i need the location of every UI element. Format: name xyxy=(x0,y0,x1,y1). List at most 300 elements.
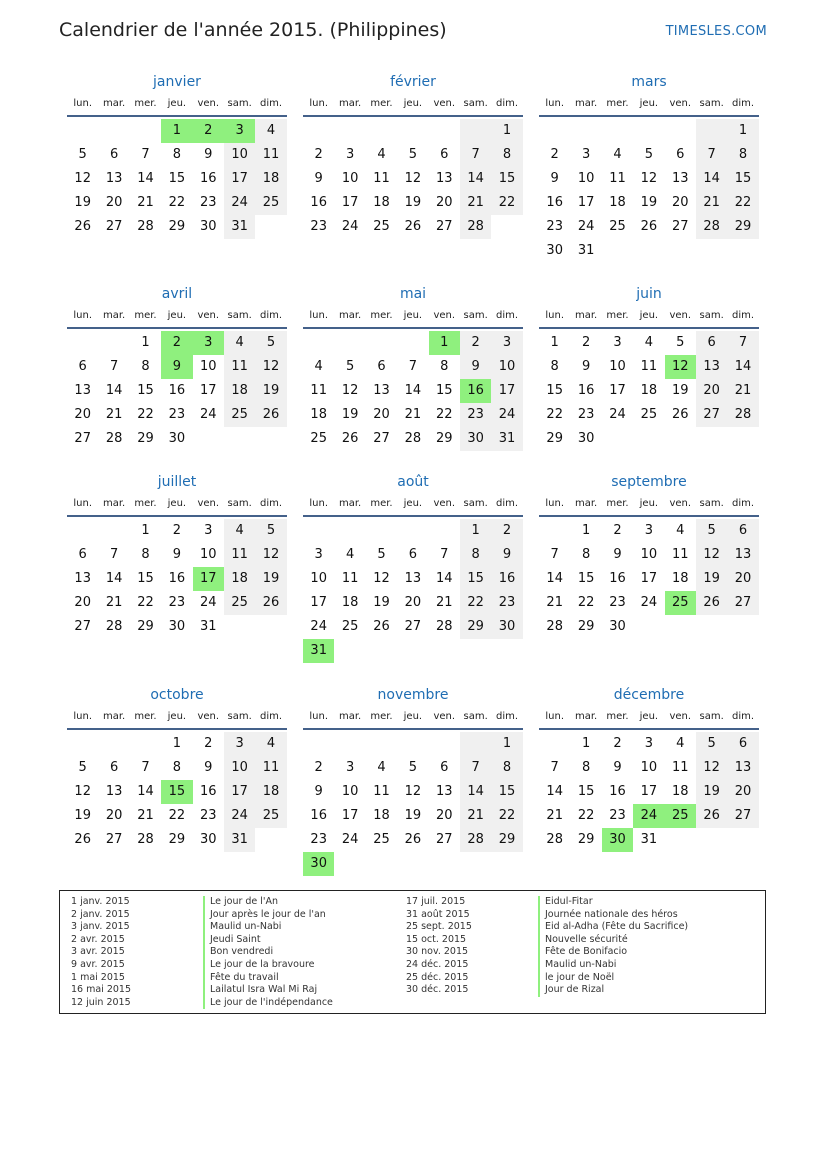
day-cell: 24 xyxy=(491,403,522,427)
day-cell: 18 xyxy=(224,379,255,403)
day-cell: 19 xyxy=(404,808,422,823)
weekday-label: sam. xyxy=(699,98,724,109)
empty-cell xyxy=(570,119,601,143)
weekday-label: jeu. xyxy=(403,310,423,321)
day-cell: 15 xyxy=(491,780,522,804)
day-cell: 5 xyxy=(644,147,653,162)
day-cell: 28 xyxy=(696,215,727,239)
day-cell: 20 xyxy=(671,195,689,210)
weekday-label: sam. xyxy=(463,98,488,109)
day-cell: 28 xyxy=(460,215,491,239)
empty-cell xyxy=(429,119,460,143)
day-cell: 3 xyxy=(345,760,355,775)
day-cell: 27 xyxy=(671,219,689,234)
day-cell: 21 xyxy=(727,379,758,403)
holiday-day-cell: 2 xyxy=(193,119,224,143)
brand-link[interactable]: TIMESLES.COM xyxy=(665,24,767,39)
weekday-label: dim. xyxy=(732,498,755,509)
day-cell: 29 xyxy=(727,215,758,239)
day-cell: 6 xyxy=(408,547,417,562)
empty-cell xyxy=(366,732,397,756)
day-cell: 4 xyxy=(224,519,255,543)
weekday-header xyxy=(67,494,287,517)
legend-date: 31 août 2015 xyxy=(406,908,470,920)
weekday-label: sam. xyxy=(227,498,252,509)
day-cell: 22 xyxy=(137,407,154,422)
day-cell: 18 xyxy=(609,195,626,210)
day-cell: 11 xyxy=(373,784,390,799)
day-cell: 21 xyxy=(105,595,123,610)
weekday-label: mar. xyxy=(574,310,598,321)
day-cell: 21 xyxy=(404,407,422,422)
day-cell: 16 xyxy=(168,383,186,398)
day-cell: 12 xyxy=(341,383,359,398)
day-cell: 17 xyxy=(341,808,359,823)
empty-cell xyxy=(665,119,696,143)
day-cell: 8 xyxy=(440,359,449,374)
day-cell: 6 xyxy=(440,147,449,162)
day-cell: 9 xyxy=(172,547,181,562)
legend-date: 2 avr. 2015 xyxy=(71,933,125,945)
day-cell: 8 xyxy=(491,756,522,780)
day-cell: 24 xyxy=(577,219,595,234)
day-cell: 28 xyxy=(546,832,563,847)
day-cell: 28 xyxy=(404,431,422,446)
day-cell: 16 xyxy=(546,195,563,210)
day-cell: 24 xyxy=(199,407,217,422)
day-cell: 15 xyxy=(137,383,154,398)
day-cell: 9 xyxy=(491,543,522,567)
day-cell: 2 xyxy=(613,736,622,751)
day-cell: 21 xyxy=(105,407,123,422)
month-name: mai xyxy=(399,286,427,302)
day-grid xyxy=(303,519,523,663)
day-cell: 15 xyxy=(577,784,595,799)
day-cell: 11 xyxy=(373,171,390,186)
day-cell: 27 xyxy=(696,403,727,427)
day-cell: 24 xyxy=(199,595,217,610)
day-cell: 17 xyxy=(199,383,217,398)
month-name: avril xyxy=(161,286,193,302)
weekday-label: dim. xyxy=(260,498,283,509)
day-cell: 26 xyxy=(341,431,359,446)
legend-date: 1 mai 2015 xyxy=(71,971,125,983)
day-cell: 8 xyxy=(460,543,491,567)
day-cell: 18 xyxy=(640,383,658,398)
day-cell: 29 xyxy=(577,832,595,847)
day-cell: 11 xyxy=(224,543,255,567)
empty-cell xyxy=(366,519,397,543)
weekday-label: ven. xyxy=(197,310,220,321)
legend-holiday-name: Maulid un-Nabi xyxy=(203,921,333,934)
weekday-label: dim. xyxy=(732,711,755,722)
day-cell: 9 xyxy=(204,760,213,775)
day-cell: 22 xyxy=(168,808,186,823)
weekday-label: mar. xyxy=(102,98,126,109)
day-cell: 3 xyxy=(314,547,323,562)
day-cell: 17 xyxy=(491,379,522,403)
weekday-label: lun. xyxy=(309,711,329,722)
day-cell: 17 xyxy=(310,595,327,610)
legend-date: 2 janv. 2015 xyxy=(71,908,130,920)
day-cell: 10 xyxy=(199,547,217,562)
day-cell: 10 xyxy=(609,359,626,374)
day-cell: 26 xyxy=(373,619,390,634)
day-cell: 28 xyxy=(105,619,123,634)
day-grid xyxy=(539,519,759,639)
day-cell: 8 xyxy=(491,143,522,167)
day-cell: 3 xyxy=(613,335,622,350)
weekday-header xyxy=(67,94,287,117)
day-cell: 13 xyxy=(671,171,689,186)
weekday-label: lun. xyxy=(545,310,565,321)
day-cell: 11 xyxy=(671,547,689,562)
empty-cell xyxy=(397,519,428,543)
legend-date: 3 janv. 2015 xyxy=(71,921,130,933)
day-cell: 2 xyxy=(550,147,559,162)
day-cell: 10 xyxy=(224,143,255,167)
day-grid xyxy=(539,331,759,451)
month-name: novembre xyxy=(377,687,449,703)
day-cell: 8 xyxy=(727,143,758,167)
day-cell: 12 xyxy=(696,756,727,780)
day-cell: 18 xyxy=(671,784,689,799)
weekday-label: sam. xyxy=(227,98,252,109)
day-cell: 19 xyxy=(373,595,390,610)
day-cell: 9 xyxy=(314,784,323,799)
day-cell: 29 xyxy=(137,431,154,446)
holiday-day-cell: 25 xyxy=(665,591,696,615)
day-cell: 6 xyxy=(727,732,758,756)
day-cell: 14 xyxy=(435,571,453,586)
weekday-label: ven. xyxy=(669,98,692,109)
weekday-label: jeu. xyxy=(639,98,659,109)
weekday-label: ven. xyxy=(433,310,456,321)
day-cell: 8 xyxy=(581,760,591,775)
holiday-day-cell: 25 xyxy=(665,804,696,828)
weekday-label: sam. xyxy=(699,711,724,722)
day-cell: 19 xyxy=(696,780,727,804)
month-name: décembre xyxy=(613,687,685,703)
day-cell: 7 xyxy=(141,147,150,162)
weekday-label: lun. xyxy=(73,310,93,321)
day-cell: 1 xyxy=(581,523,591,538)
weekday-label: jeu. xyxy=(403,498,423,509)
day-cell: 21 xyxy=(696,191,727,215)
month-name: juillet xyxy=(157,474,197,490)
day-cell: 31 xyxy=(224,828,255,852)
day-cell: 20 xyxy=(727,567,758,591)
day-cell: 25 xyxy=(373,832,390,847)
day-cell: 19 xyxy=(671,383,689,398)
weekday-label: ven. xyxy=(433,711,456,722)
weekday-label: jeu. xyxy=(167,310,187,321)
weekday-label: mar. xyxy=(574,711,598,722)
month-11 xyxy=(539,683,759,852)
day-cell: 16 xyxy=(577,383,595,398)
weekday-header xyxy=(539,494,759,517)
weekday-label: jeu. xyxy=(167,98,187,109)
legend-date: 30 nov. 2015 xyxy=(406,946,469,958)
day-cell: 17 xyxy=(640,784,658,799)
weekday-label: ven. xyxy=(669,498,692,509)
legend-holiday-name: Jour après le jour de l'an xyxy=(203,909,333,922)
weekday-label: mer. xyxy=(370,98,393,109)
weekday-label: mer. xyxy=(134,310,157,321)
day-cell: 6 xyxy=(377,359,386,374)
empty-cell xyxy=(67,519,98,543)
weekday-label: mar. xyxy=(102,498,126,509)
day-cell: 30 xyxy=(609,619,626,634)
day-cell: 3 xyxy=(644,736,653,751)
day-grid xyxy=(303,732,523,876)
day-cell: 27 xyxy=(74,431,91,446)
day-cell: 10 xyxy=(224,756,255,780)
day-cell: 27 xyxy=(727,591,758,615)
day-cell: 14 xyxy=(546,571,563,586)
weekday-label: ven. xyxy=(669,711,692,722)
day-cell: 13 xyxy=(435,784,453,799)
day-cell: 17 xyxy=(341,195,359,210)
day-cell: 3 xyxy=(224,732,255,756)
day-cell: 13 xyxy=(404,571,422,586)
legend-holiday-name: Jour de Rizal xyxy=(538,984,688,997)
day-cell: 7 xyxy=(550,760,559,775)
day-cell: 24 xyxy=(609,407,626,422)
day-cell: 20 xyxy=(74,595,91,610)
empty-cell xyxy=(334,331,365,355)
day-cell: 16 xyxy=(609,571,626,586)
weekday-label: dim. xyxy=(260,711,283,722)
day-cell: 26 xyxy=(696,591,727,615)
day-cell: 6 xyxy=(440,760,449,775)
day-cell: 29 xyxy=(435,431,453,446)
day-cell: 24 xyxy=(640,595,658,610)
day-cell: 28 xyxy=(137,219,154,234)
day-cell: 14 xyxy=(460,167,491,191)
day-cell: 10 xyxy=(199,359,217,374)
day-cell: 21 xyxy=(460,804,491,828)
day-cell: 6 xyxy=(696,331,727,355)
weekday-label: mer. xyxy=(134,498,157,509)
weekday-header xyxy=(539,707,759,730)
weekday-label: sam. xyxy=(463,498,488,509)
legend-holiday-name: Le jour de la bravoure xyxy=(203,959,333,972)
day-cell: 23 xyxy=(609,808,626,823)
day-cell: 26 xyxy=(74,832,91,847)
day-grid xyxy=(303,119,523,239)
legend-date: 12 juin 2015 xyxy=(71,996,131,1008)
day-cell: 19 xyxy=(255,567,286,591)
empty-cell xyxy=(539,732,570,756)
day-cell: 9 xyxy=(314,171,323,186)
legend-holiday-name: Eid al-Adha (Fête du Sacrifice) xyxy=(538,921,688,934)
holiday-day-cell: 1 xyxy=(429,331,460,355)
day-cell: 4 xyxy=(644,335,653,350)
day-cell: 4 xyxy=(377,147,386,162)
day-cell: 14 xyxy=(460,780,491,804)
day-cell: 19 xyxy=(74,195,91,210)
day-cell: 30 xyxy=(460,427,491,451)
day-cell: 2 xyxy=(613,523,622,538)
day-cell: 11 xyxy=(640,359,658,374)
day-cell: 25 xyxy=(373,219,390,234)
weekday-header xyxy=(303,707,523,730)
day-cell: 3 xyxy=(204,523,213,538)
empty-cell xyxy=(334,119,365,143)
weekday-label: mer. xyxy=(134,711,157,722)
legend-date: 25 déc. 2015 xyxy=(406,971,469,983)
day-cell: 28 xyxy=(105,431,123,446)
day-cell: 5 xyxy=(676,335,685,350)
day-cell: 28 xyxy=(435,619,453,634)
day-cell: 19 xyxy=(74,808,91,823)
day-cell: 23 xyxy=(199,808,217,823)
legend-holiday-name: Maulid un-Nabi xyxy=(538,959,688,972)
legend-holiday-name: Fête de Bonifacio xyxy=(538,946,688,959)
day-grid xyxy=(67,519,287,639)
day-cell: 6 xyxy=(78,359,87,374)
month-name: janvier xyxy=(153,74,201,90)
day-grid xyxy=(67,331,287,451)
month-0 xyxy=(67,70,287,239)
empty-cell xyxy=(633,119,664,143)
weekday-label: lun. xyxy=(309,98,329,109)
day-cell: 24 xyxy=(341,832,359,847)
day-cell: 28 xyxy=(727,403,758,427)
empty-cell xyxy=(303,732,334,756)
weekday-label: mar. xyxy=(102,711,126,722)
day-cell: 2 xyxy=(491,519,522,543)
weekday-label: mar. xyxy=(338,498,362,509)
day-cell: 2 xyxy=(314,760,323,775)
empty-cell xyxy=(539,119,570,143)
day-cell: 2 xyxy=(314,147,323,162)
legend-date: 25 sept. 2015 xyxy=(406,921,472,933)
day-cell: 30 xyxy=(168,619,186,634)
day-cell: 18 xyxy=(373,808,390,823)
day-cell: 15 xyxy=(577,571,595,586)
day-cell: 1 xyxy=(141,335,150,350)
day-cell: 14 xyxy=(105,571,123,586)
weekday-header xyxy=(303,494,523,517)
day-cell: 13 xyxy=(74,383,91,398)
empty-cell xyxy=(429,732,460,756)
day-cell: 21 xyxy=(460,191,491,215)
empty-cell xyxy=(303,331,334,355)
day-cell: 5 xyxy=(78,147,87,162)
empty-cell xyxy=(397,331,428,355)
empty-cell xyxy=(334,732,365,756)
day-cell: 18 xyxy=(671,571,689,586)
day-cell: 27 xyxy=(105,832,123,847)
day-cell: 22 xyxy=(168,195,186,210)
day-cell: 10 xyxy=(310,571,327,586)
holiday-day-cell: 3 xyxy=(224,119,255,143)
day-grid xyxy=(303,331,523,451)
day-cell: 29 xyxy=(491,828,522,852)
day-cell: 5 xyxy=(408,760,417,775)
day-cell: 20 xyxy=(105,195,123,210)
day-cell: 18 xyxy=(255,780,286,804)
day-cell: 23 xyxy=(168,595,186,610)
month-name: juin xyxy=(636,286,662,302)
empty-cell xyxy=(130,732,161,756)
holiday-day-cell: 9 xyxy=(161,355,192,379)
page-title: Calendrier de l'année 2015. (Philippines) xyxy=(59,19,447,41)
day-cell: 7 xyxy=(460,143,491,167)
weekday-header xyxy=(67,306,287,329)
day-cell: 17 xyxy=(224,167,255,191)
weekday-header xyxy=(303,94,523,117)
day-cell: 26 xyxy=(74,219,91,234)
day-cell: 14 xyxy=(546,784,563,799)
day-cell: 10 xyxy=(341,784,359,799)
day-cell: 27 xyxy=(105,219,123,234)
day-cell: 14 xyxy=(137,171,154,186)
day-cell: 9 xyxy=(581,359,591,374)
empty-cell xyxy=(98,519,129,543)
weekday-label: lun. xyxy=(545,498,565,509)
day-cell: 26 xyxy=(255,591,286,615)
legend-date: 24 déc. 2015 xyxy=(406,958,469,970)
day-cell: 10 xyxy=(640,760,658,775)
day-cell: 8 xyxy=(172,147,181,162)
day-cell: 5 xyxy=(78,760,87,775)
legend-holiday-name: le jour de Noël xyxy=(538,972,688,985)
day-cell: 20 xyxy=(696,379,727,403)
day-cell: 1 xyxy=(491,119,522,143)
day-cell: 12 xyxy=(404,784,422,799)
empty-cell xyxy=(303,519,334,543)
day-cell: 1 xyxy=(172,736,181,751)
day-cell: 14 xyxy=(137,784,154,799)
day-cell: 22 xyxy=(137,595,154,610)
day-cell: 10 xyxy=(491,355,522,379)
day-cell: 19 xyxy=(404,195,422,210)
weekday-label: mar. xyxy=(338,98,362,109)
day-cell: 21 xyxy=(546,808,563,823)
day-cell: 20 xyxy=(727,780,758,804)
day-cell: 30 xyxy=(199,832,217,847)
day-cell: 23 xyxy=(609,595,626,610)
day-cell: 5 xyxy=(345,359,355,374)
day-cell: 17 xyxy=(609,383,626,398)
weekday-label: dim. xyxy=(496,498,519,509)
empty-cell xyxy=(67,331,98,355)
day-cell: 28 xyxy=(137,832,154,847)
weekday-label: jeu. xyxy=(403,98,423,109)
day-cell: 11 xyxy=(341,571,359,586)
day-cell: 11 xyxy=(224,355,255,379)
day-cell: 12 xyxy=(696,543,727,567)
weekday-header xyxy=(539,306,759,329)
weekday-label: dim. xyxy=(496,98,519,109)
day-cell: 15 xyxy=(546,383,563,398)
day-cell: 31 xyxy=(577,243,595,258)
day-grid xyxy=(539,732,759,852)
empty-cell xyxy=(397,732,428,756)
day-cell: 17 xyxy=(224,780,255,804)
day-cell: 26 xyxy=(696,804,727,828)
day-cell: 11 xyxy=(310,383,327,398)
day-cell: 28 xyxy=(460,828,491,852)
day-cell: 25 xyxy=(341,619,359,634)
day-cell: 1 xyxy=(581,736,591,751)
day-cell: 20 xyxy=(105,808,123,823)
day-cell: 18 xyxy=(341,595,359,610)
empty-cell xyxy=(460,732,491,756)
